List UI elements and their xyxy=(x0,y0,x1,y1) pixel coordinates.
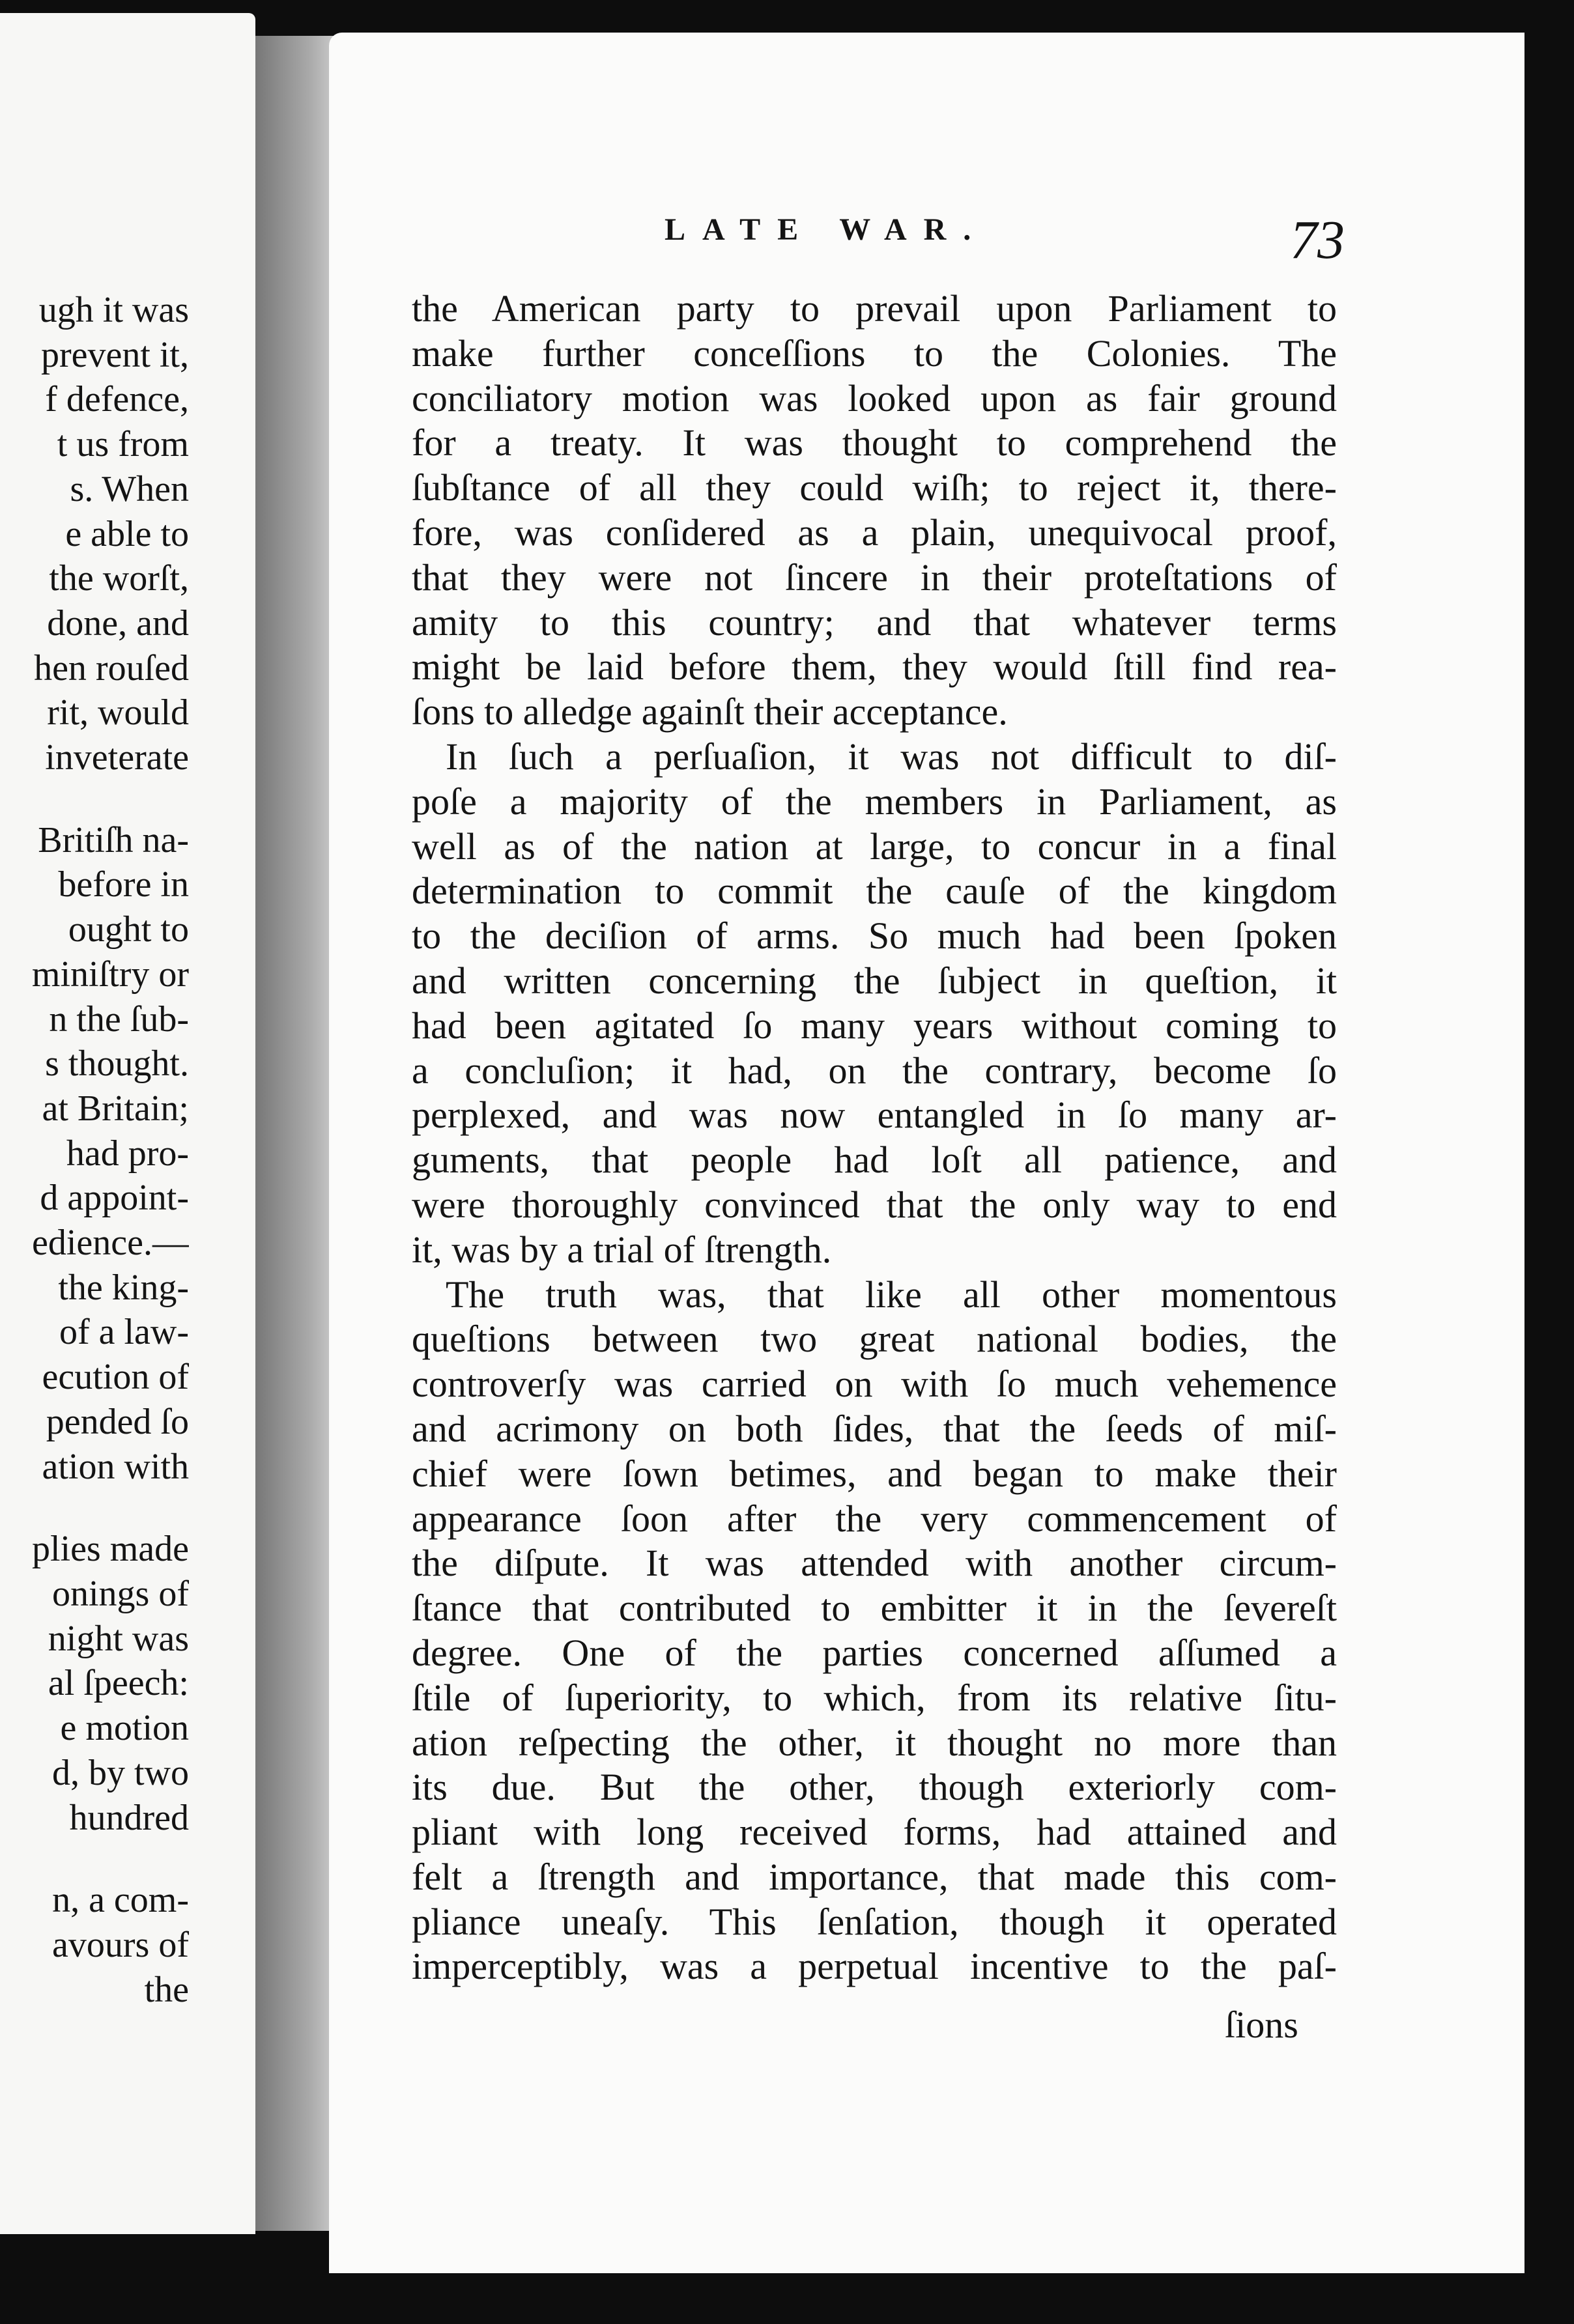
text-line: chief were ſown betimes, and began to make their xyxy=(412,1452,1337,1495)
left-text-line: edience.— xyxy=(32,1223,189,1264)
left-text-line: before in xyxy=(58,864,189,905)
left-text-line: ought to xyxy=(68,909,189,950)
left-text-line: night was xyxy=(48,1618,189,1659)
text-line: perplexed, and was now entangled in ſo many ar- xyxy=(412,1094,1337,1137)
text-line: guments, that people had loſt all patience, and xyxy=(412,1139,1337,1182)
text-line: ſtance that contributed to embitter it in the ſevereſt xyxy=(412,1587,1337,1630)
left-text-line: d appoint- xyxy=(40,1178,189,1219)
page-number: 73 xyxy=(1290,210,1345,270)
text-line: fore, was conſidered as a plain, unequivocal proof, xyxy=(412,511,1337,554)
left-text-line: n, a com- xyxy=(52,1880,189,1921)
text-line: the diſpute. It was attended with another circum- xyxy=(412,1542,1337,1585)
left-text-line: done, and xyxy=(47,602,189,644)
left-text-line: the xyxy=(144,1969,189,2010)
left-text-line: the worſt, xyxy=(49,558,189,599)
left-text-line: rit, would xyxy=(47,692,189,733)
text-line: ſons to alledge againſt their acceptance. xyxy=(412,690,1008,733)
left-text-line: ugh it was xyxy=(38,290,189,330)
left-text-line: Britiſh na- xyxy=(38,819,189,860)
left-text-line: al ſpeech: xyxy=(48,1663,189,1704)
text-line: the American party to prevail upon Parliament to xyxy=(412,287,1337,330)
text-line: had been agitated ſo many years without coming to xyxy=(412,1004,1337,1047)
left-text-line: f defence, xyxy=(45,379,189,420)
left-text-line: prevent it, xyxy=(40,334,189,375)
text-line: degree. One of the parties concerned aſſumed a xyxy=(412,1631,1337,1674)
body-text xyxy=(412,287,1337,1989)
text-line: controverſy was carried on with ſo much vehemence xyxy=(412,1363,1337,1406)
text-line: amity to this country; and that whatever terms xyxy=(412,601,1337,644)
running-head: LATE WAR. xyxy=(665,212,988,247)
text-line: ſubſtance of all they could wiſh; to reject it, there- xyxy=(412,466,1337,509)
left-text-line: pended ſo xyxy=(46,1401,189,1442)
left-text-line: ation with xyxy=(42,1446,189,1487)
text-line: pliant with long received forms, had attained and xyxy=(412,1811,1337,1854)
left-text-line: ecution of xyxy=(42,1357,189,1398)
text-line: ſtile of ſuperiority, to which, from its relative ſitu- xyxy=(412,1676,1337,1719)
text-line: poſe a majority of the members in Parliament, as xyxy=(412,780,1337,823)
text-line: In ſuch a perſuaſion, it was not difficult to diſ- xyxy=(446,735,1337,778)
left-text-line: onings of xyxy=(52,1573,189,1614)
paragraph-gap xyxy=(0,1840,189,1878)
text-line: its due. But the other, though exteriorly com- xyxy=(412,1766,1337,1809)
left-text-line: avours of xyxy=(52,1924,189,1965)
text-line: determination to commit the cauſe of the kingdom xyxy=(412,870,1337,913)
left-text-line: miniſtry or xyxy=(31,954,189,995)
left-text-line: the king- xyxy=(58,1267,189,1308)
text-line: make further conceſſions to the Colonies. The xyxy=(412,332,1337,375)
paragraph-gap xyxy=(0,780,189,818)
paragraph-gap xyxy=(0,1489,189,1527)
text-line: and acrimony on both ſides, that the ſeeds of miſ- xyxy=(412,1407,1337,1450)
left-text-line: at Britain; xyxy=(42,1088,189,1129)
left-text-line: e motion xyxy=(60,1708,189,1749)
text-line: for a treaty. It was thought to comprehend the xyxy=(412,421,1337,464)
left-page xyxy=(0,13,255,2234)
text-line: and written concerning the ſubject in queſtion, it xyxy=(412,959,1337,1002)
left-page-text xyxy=(0,288,189,2012)
text-line: a concluſion; it had, on the contrary, become ſo xyxy=(412,1049,1337,1092)
text-line: The truth was, that like all other momentous xyxy=(446,1273,1337,1316)
left-text-line: of a law- xyxy=(59,1312,189,1353)
left-text-line: s thought. xyxy=(45,1043,189,1084)
left-text-line: plies made xyxy=(31,1529,189,1570)
left-text-line: t us from xyxy=(57,424,189,465)
text-line: conciliatory motion was looked upon as fair ground xyxy=(412,376,1337,419)
text-line: that they were not ſincere in their proteſtations of xyxy=(412,556,1337,599)
left-text-line: d, by two xyxy=(52,1752,189,1793)
text-line: felt a ſtrength and importance, that made this com- xyxy=(412,1855,1337,1898)
left-text-line: hen rouſed xyxy=(34,647,189,688)
left-text-line: n the ſub- xyxy=(49,999,189,1040)
left-text-line: had pro- xyxy=(66,1133,189,1174)
text-line: to the deciſion of arms. So much had been ſpoken xyxy=(412,914,1337,957)
text-line: pliance uneaſy. This ſenſation, though it operated xyxy=(412,1900,1337,1943)
left-text-line: hundred xyxy=(69,1797,189,1838)
text-line: appearance ſoon after the very commencement of xyxy=(412,1497,1337,1540)
left-text-line: e able to xyxy=(65,513,189,554)
text-line: imperceptibly, was a perpetual incentive to the paſ- xyxy=(412,1945,1337,1988)
text-line: well as of the nation at large, to concur in a final xyxy=(412,825,1337,868)
text-line: it, was by a trial of ſtrength. xyxy=(412,1228,832,1271)
text-line: ation reſpecting the other, it thought no more than xyxy=(412,1721,1337,1764)
catchword: ſions xyxy=(1225,2004,1298,2046)
text-line: queſtions between two great national bodies, the xyxy=(412,1318,1337,1361)
text-line: might be laid before them, they would ſtill find rea- xyxy=(412,645,1337,688)
text-line: were thoroughly convinced that the only way to end xyxy=(412,1183,1337,1226)
left-text-line: inveterate xyxy=(45,737,189,778)
left-text-line: s. When xyxy=(70,468,189,509)
